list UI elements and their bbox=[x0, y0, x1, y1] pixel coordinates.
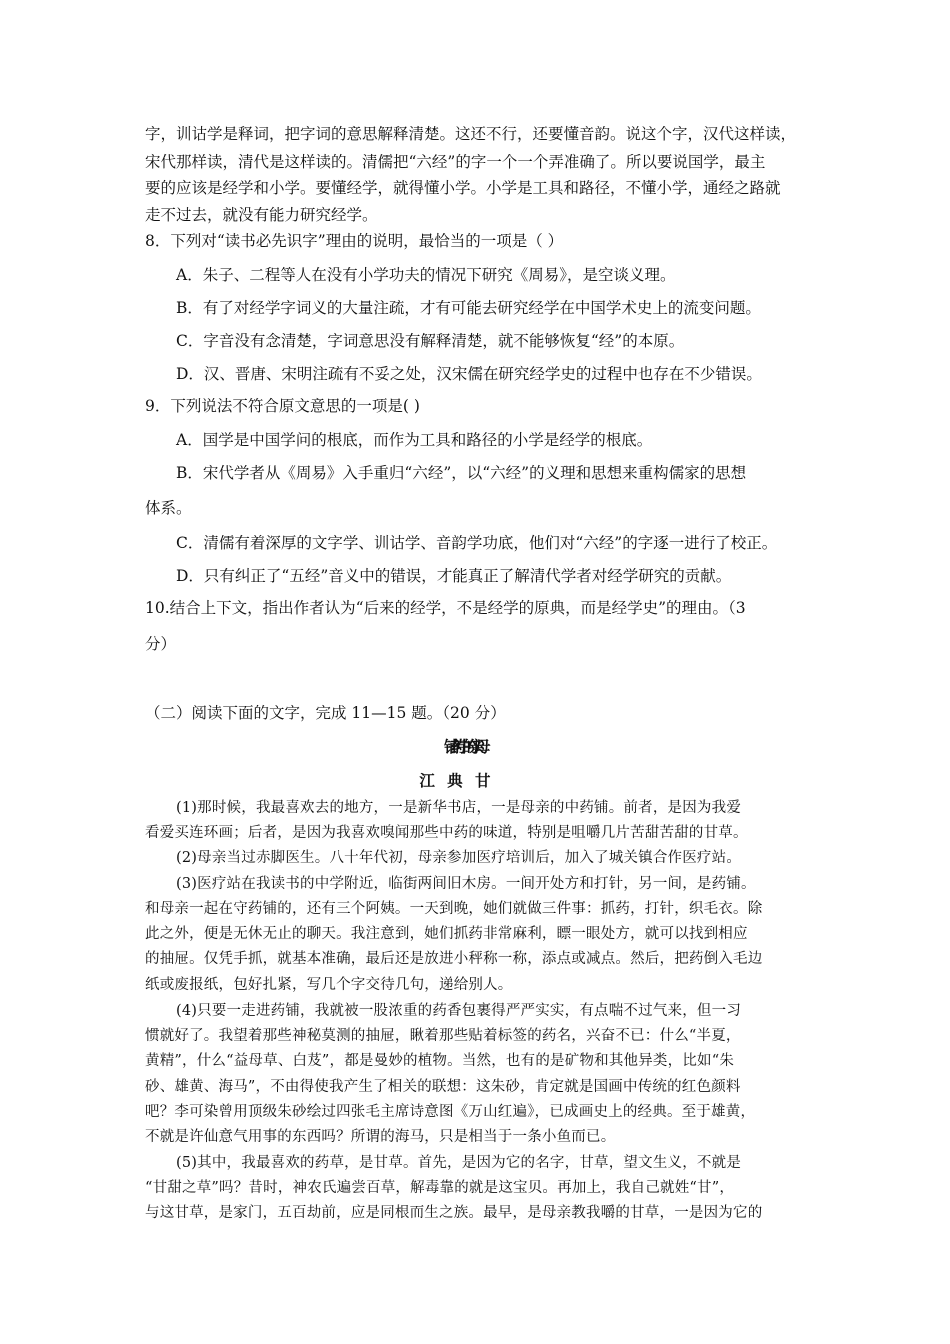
article-author bbox=[0, 771, 950, 791]
article-line: 此之外，便是无休无止的聊天。我注意到，她们抓药非常麻利，瞟一眼处方，就可以找到相应 bbox=[145, 926, 748, 942]
question-9-option-b-cont: 体系。 bbox=[145, 499, 192, 517]
article-line: 惯就好了。我望着那些神秘莫测的抽屉，瞅着那些贴着标签的药名，兴奋不已：什么“半夏， bbox=[145, 1028, 741, 1044]
question-10-stem: 10.结合上下文，指出作者认为“后来的经学，不是经学的原典，而是经学史”的理由。（3 bbox=[145, 599, 746, 617]
question-10-stem-cont: 分） bbox=[145, 635, 177, 653]
question-9-option-c: C．清儒有着深厚的文字学、训诂学、音韵学功底，他们对“六经”的字逐一进行了校正。 bbox=[176, 534, 778, 552]
question-9-option-b: B．宋代学者从《周易》入手重归“六经”，以“六经”的义理和思想来重构儒家的思想 bbox=[176, 464, 747, 482]
article-line: 纸或废报纸，包好扎紧，写几个字交待几句，递给别人。 bbox=[145, 977, 513, 993]
article-title bbox=[0, 737, 950, 757]
article-line: 不就是许仙意气用事的东西吗？所谓的海马，只是相当于一条小鱼而已。 bbox=[145, 1129, 616, 1145]
article-line: 与这甘草，是家门，五百劫前，应是同根而生之族。最早，是母亲教我嚼的甘草，一是因为它的 bbox=[145, 1205, 763, 1221]
article-line: 看爱买连环画；后者，是因为我喜欢嗅闻那些中药的味道，特别是咀嚼几片苦甜苦甜的甘草。 bbox=[145, 825, 748, 841]
intro-line: 要的应该是经学和小学。要懂经学，就得懂小学。小学是工具和路径，不懂小学，通经之路就 bbox=[145, 179, 781, 197]
article-line: (4)只要一走进药铺，我就被一股浓重的药香包裹得严严实实，有点喘不过气来，但一习 bbox=[176, 1003, 742, 1019]
article-line: (3)医疗站在我读书的中学附近，临街两间旧木房。一间开处方和打针，另一间，是药铺。 bbox=[176, 876, 756, 892]
article-line: 和母亲一起在守药铺的，还有三个阿姨。一天到晚，她们就做三件事：抓药，打针，织毛衣。除 bbox=[145, 901, 763, 917]
intro-line: 走不过去，就没有能力研究经学。 bbox=[145, 206, 378, 224]
article-line: “甘甜之草”吗？昔时，神农氏遍尝百草，解毒靠的就是这宝贝。再加上，我自己就姓“甘”， bbox=[145, 1180, 735, 1196]
article-line: 黄精”，什么“益母草、白芨”，都是曼妙的植物。当然，也有的是矿物和其他异类，比如“朱 bbox=[145, 1053, 735, 1069]
question-8-option-a: A．朱子、二程等人在没有小学功夫的情况下研究《周易》，是空谈义理。 bbox=[176, 266, 676, 284]
article-line: 吧？李可染曾用顶级朱砂绘过四张毛主席诗意图《万山红遍》，已成画史上的经典。至于雄黄， bbox=[145, 1104, 756, 1120]
article-line: (2)母亲当过赤脚医生。八十年代初，母亲参加医疗培训后，加入了城关镇合作医疗站。 bbox=[176, 850, 742, 866]
intro-line: 宋代那样读，清代是这样读的。清儒把“六经”的字一个一个弄准确了。所以要说国学，最主 bbox=[145, 153, 766, 171]
question-8-option-b: B．有了对经学字词义的大量注疏，才有可能去研究经学在中国学术史上的流变问题。 bbox=[176, 299, 761, 317]
question-9-option-d: D．只有纠正了“五经”音义中的错误，才能真正了解清代学者对经学研究的贡献。 bbox=[176, 567, 732, 585]
question-9-stem: 9．下列说法不符合原文意思的一项是( ) bbox=[145, 397, 420, 415]
article-line: (1)那时候，我最喜欢去的地方，一是新华书店，一是母亲的中药铺。前者，是因为我爱 bbox=[176, 800, 742, 816]
article-line: 的抽屉。仅凭手抓，就基本准确，最后还是放进小秤称一称，添点或减点。然后，把药倒入毛边 bbox=[145, 951, 763, 967]
question-8-option-d: D．汉、晋唐、宋明注疏有不妥之处，汉宋儒在研究经学史的过程中也存在不少错误。 bbox=[176, 365, 762, 383]
article-line: 砂、雄黄、海马”，不由得使我产生了相关的联想：这朱砂，肯定就是国画中传统的红色颜料 bbox=[145, 1079, 741, 1095]
article-line: (5)其中，我最喜欢的药草，是甘草。首先，是因为它的名字，甘草，望文生义，不就是 bbox=[176, 1155, 742, 1171]
intro-line: 字，训诂学是释词，把字词的意思解释清楚。这还不行，还要懂音韵。说这个字，汉代这样读， bbox=[145, 125, 797, 143]
question-8-option-c: C．字音没有念清楚，字词意思没有解释清楚，就不能够恢复“经”的本原。 bbox=[176, 332, 685, 350]
question-8-stem: 8．下列对“读书必先识字”理由的说明，最恰当的一项是（ ） bbox=[145, 232, 564, 250]
section-2-heading: （二）阅读下面的文字，完成 11—15 题。（20 分） bbox=[145, 704, 506, 722]
question-9-option-a: A．国学是中国学问的根底，而作为工具和路径的小学是经学的根底。 bbox=[176, 431, 653, 449]
